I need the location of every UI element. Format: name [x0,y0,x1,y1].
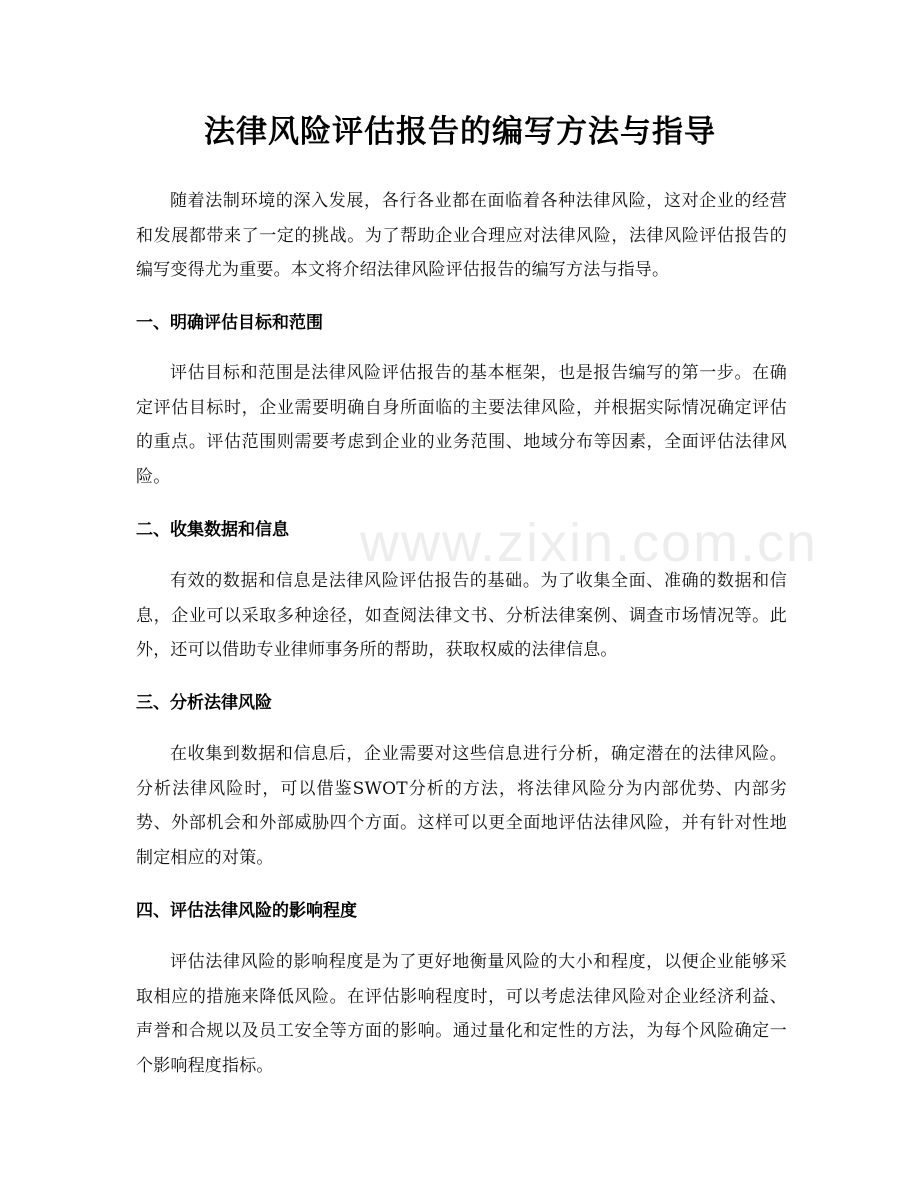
watermark: www.zixin.com.cn [360,513,819,573]
section-heading-4: 四、评估法律风险的影响程度 [136,901,357,921]
section-heading-2: 二、收集数据和信息 [136,520,289,540]
section-body-3: 在收集到数据和信息后，企业需要对这些信息进行分析，确定潜在的法律风险。分析法律风险时，可以借鉴SWOT分析的方法，将法律风险分为内部优势、内部劣势、外部机会和外部威胁四个方面。这样可以更全面地评估法律风险，并有针对性地制定相应的对策。 [136,744,787,868]
section-heading-1: 一、明确评估目标和范围 [136,313,323,333]
section-body-4: 评估法律风险的影响程度是为了更好地衡量风险的大小和程度，以便企业能够采取相应的措施来降低风险。在评估影响程度时，可以考虑法律风险对企业经济利益、声誉和合规以及员工安全等方面的影响。通过量化和定性的方法，为每个风险确定一个影响程度指标。 [136,952,787,1076]
section-heading-3: 三、分析法律风险 [136,693,272,713]
section-body-2: 有效的数据和信息是法律风险评估报告的基础。为了收集全面、准确的数据和信息，企业可以采取多种途径，如查阅法律文书、分析法律案例、调查市场情况等。此外，还可以借助专业律师事务所的帮助，获取权威的法律信息。 [136,571,787,660]
intro-paragraph: 随着法制环境的深入发展，各行各业都在面临着各种法律风险，这对企业的经营和发展都带来了一定的挑战。为了帮助企业合理应对法律风险，法律风险评估报告的编写变得尤为重要。本文将介绍法律风险评估报告的编写方法与指导。 [136,191,787,280]
section-body-1: 评估目标和范围是法律风险评估报告的基本框架，也是报告编写的第一步。在确定评估目标时，企业需要明确自身所面临的主要法律风险，并根据实际情况确定评估的重点。评估范围则需要考虑到企业的业务范围、地域分布等因素，全面评估法律风险。 [136,363,787,487]
document-title: 法律风险评估报告的编写方法与指导 [204,114,716,150]
